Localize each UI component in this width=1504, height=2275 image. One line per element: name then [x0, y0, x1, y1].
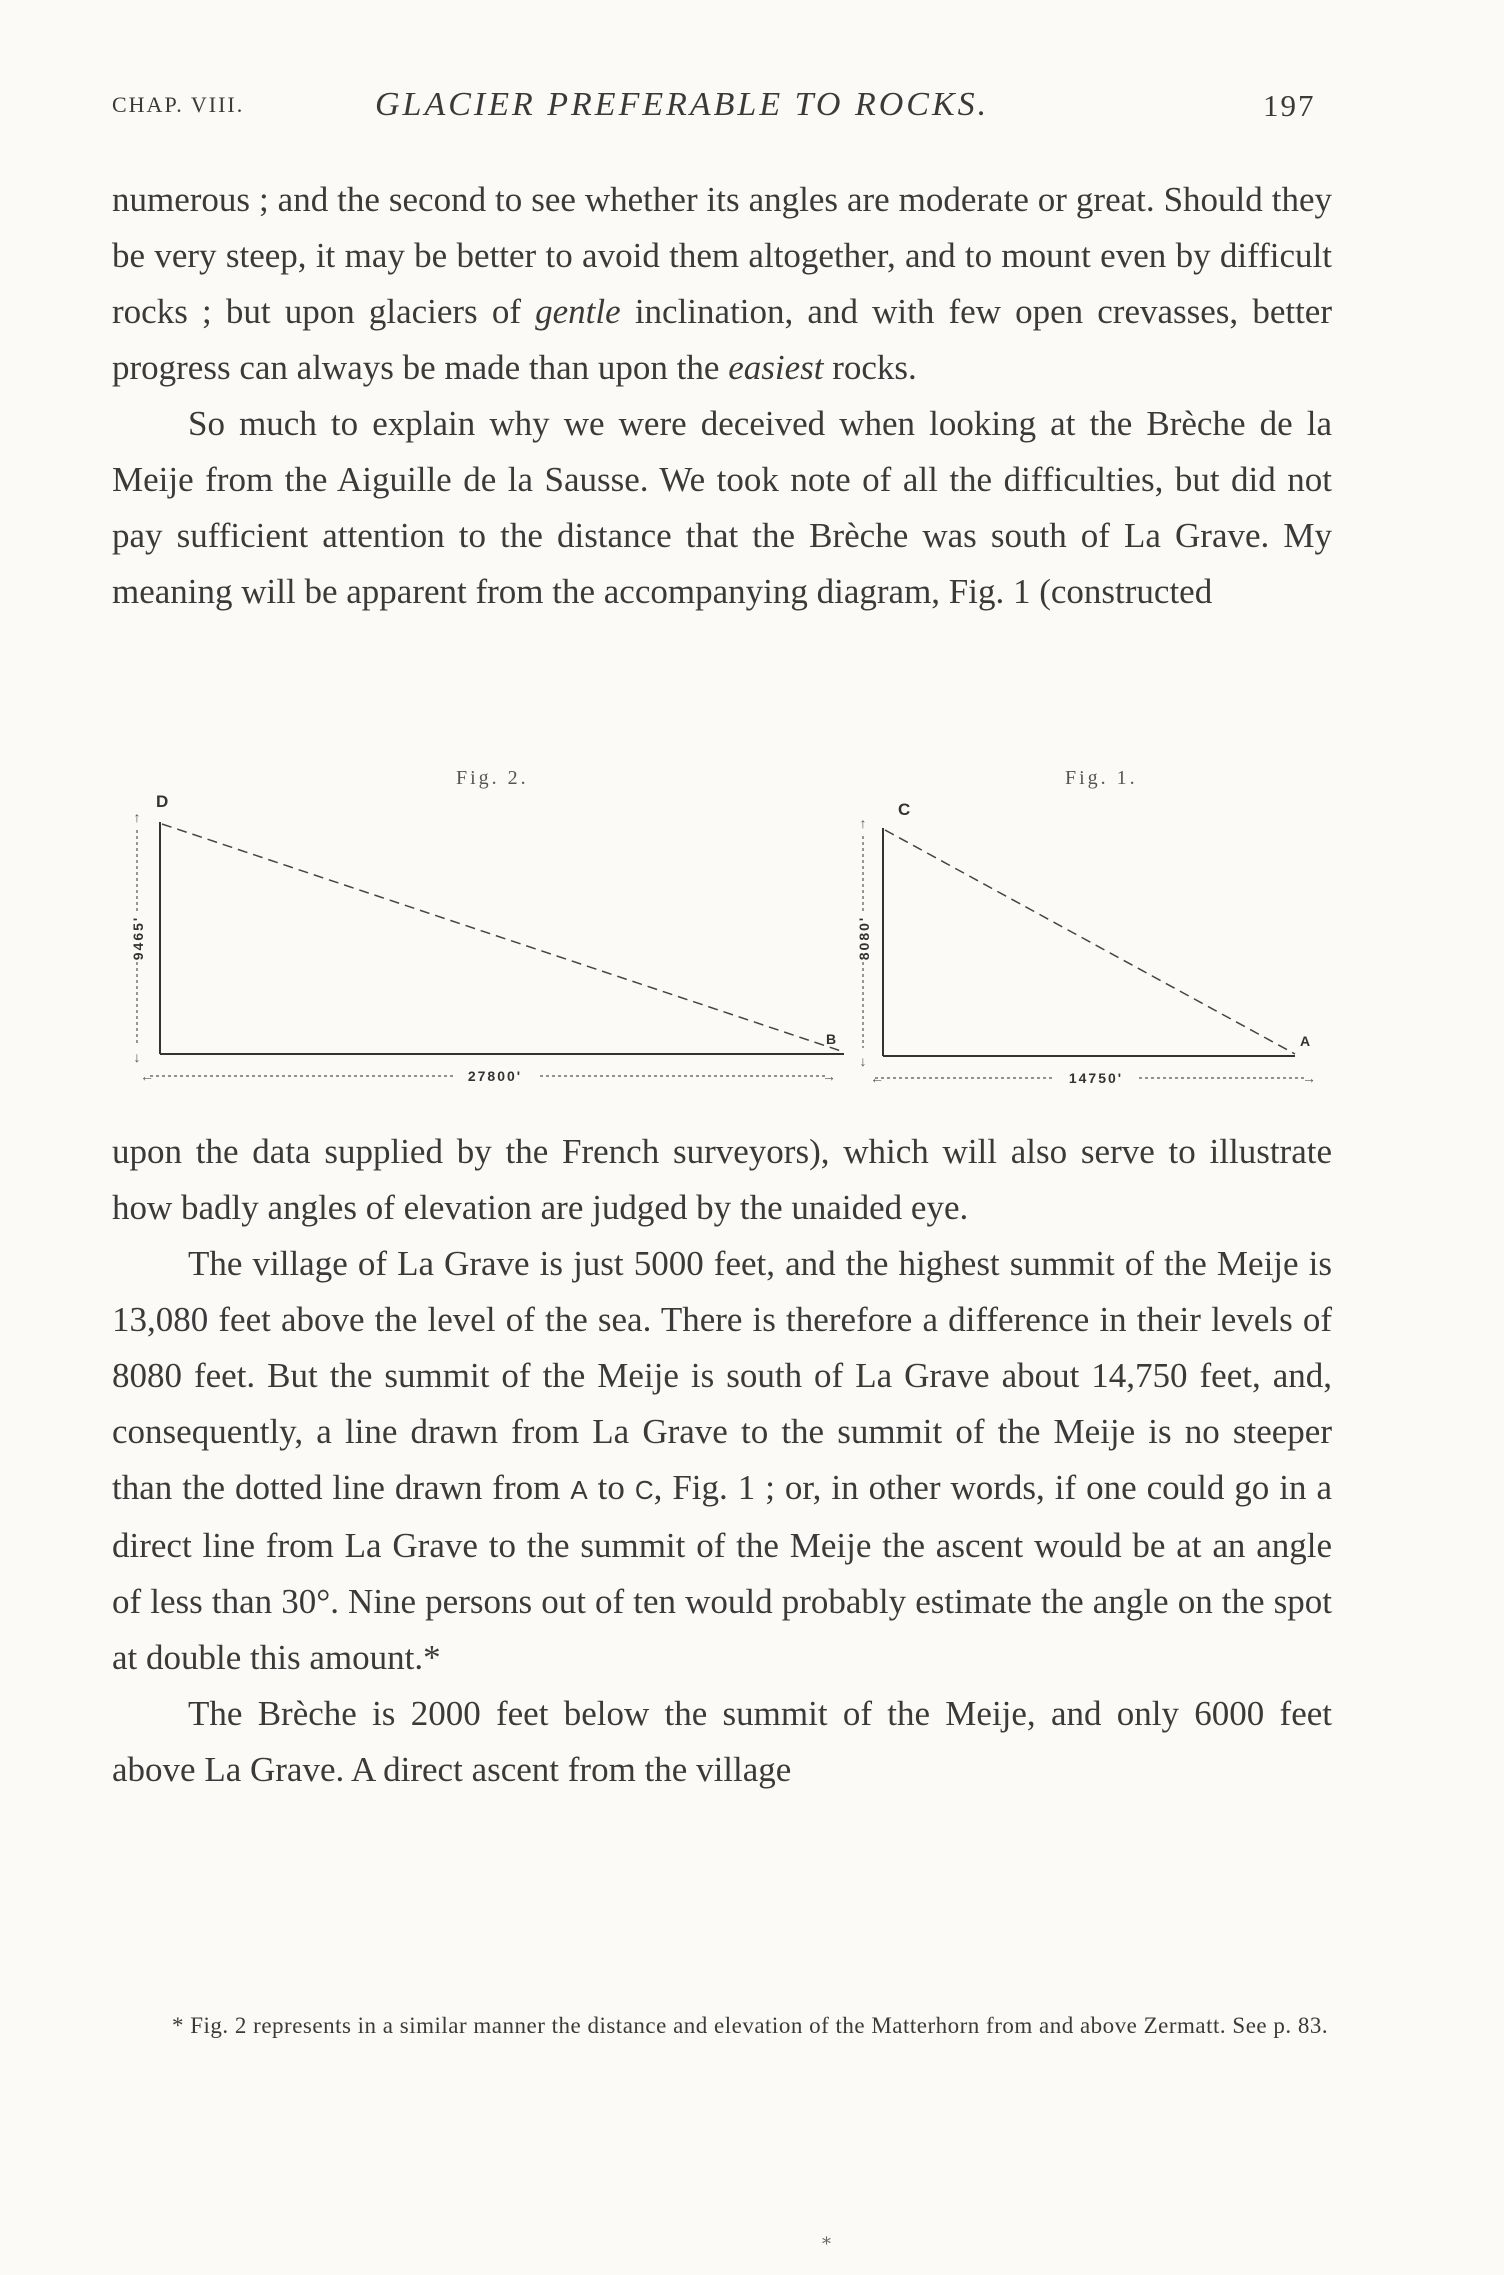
fig1-height-label: 8080' — [856, 915, 872, 961]
paragraph: upon the data supplied by the French surveyors), which will also serve to illustrate how badly angles of elevation are judged by the unaided eye. — [112, 1132, 1332, 1227]
fig2-label-d: D — [156, 792, 169, 811]
arrow-left-icon: ← — [140, 1070, 154, 1085]
arrow-right-icon: → — [822, 1070, 836, 1085]
fig2-diagram — [129, 768, 844, 1085]
footnote-text: * Fig. 2 represents in a similar manner the distance and elevation of the Matterhorn from and above Zermatt. See p. 83. — [172, 2013, 1329, 2038]
running-title: GLACIER PREFERABLE TO ROCKS. — [375, 86, 990, 123]
fig2-base-label: 27800' — [467, 1068, 523, 1084]
fig1-label-c: C — [898, 800, 911, 819]
fig2-label-b: B — [826, 1031, 837, 1047]
fig2-caption: Fig. 2. — [456, 768, 529, 789]
arrow-up-icon: ↑ — [859, 817, 867, 832]
fig1-diagram — [855, 768, 1316, 1087]
chapter-label: CHAP. VIII. — [112, 92, 245, 117]
point-label-c: C — [634, 1475, 654, 1505]
paragraph: The Brèche is 2000 feet below the summit of the Meije, and only 6000 feet above La Grave. A direct ascent from the village — [112, 1694, 1332, 1789]
paragraph: numerous ; and the second to see whether its angles are moderate or great. Should they be very steep, it may be better to avoid them altogether, and to mount even by difficult rocks ; but upon glaciers of gentle inclination, and with few open crevasses, better progress can always be made than upon the easiest rocks. — [112, 180, 1332, 387]
diagram-svg — [110, 768, 1340, 1098]
arrow-down-icon: ↓ — [859, 1055, 867, 1070]
fig1-base-label: 14750' — [1068, 1070, 1124, 1086]
fig1-label-a: A — [1300, 1033, 1311, 1049]
arrow-up-icon: ↑ — [133, 811, 141, 826]
arrow-down-icon: ↓ — [133, 1051, 141, 1066]
running-header — [0, 86, 1504, 132]
fig2-height-label: 9465' — [130, 915, 146, 961]
signature-mark: ⁎ — [822, 2228, 831, 2248]
footnote — [112, 2004, 1332, 2048]
arrow-right-icon: → — [1302, 1072, 1316, 1087]
elevation-diagrams — [110, 768, 1340, 1098]
body-text-top — [112, 172, 1332, 620]
arrow-left-icon: ← — [870, 1072, 884, 1087]
emphasis-word: gentle — [535, 292, 621, 331]
fig1-caption: Fig. 1. — [1065, 768, 1138, 789]
paragraph: The village of La Grave is just 5000 feet, and the highest summit of the Meije is 13,080 feet above the level of the sea. There is therefore a difference in their levels of 8080 feet. But the summit of the Meije is south of La Grave about 14,750 feet, and, consequently, a line drawn from La Grave to the summit of the Meije is no steeper than the dotted line drawn from A to C, Fig. 1 ; or, in other words, if one could go in a direct line from La Grave to the summit of the Meije the ascent would be at an angle of less than 30°. Nine persons out of ten would probably estimate the angle on the spot at double this amount.* — [112, 1244, 1333, 1677]
page-number: 197 — [1263, 88, 1316, 123]
body-text-main — [112, 1124, 1332, 1798]
point-label-a: A — [570, 1475, 588, 1505]
paragraph: So much to explain why we were deceived when looking at the Brèche de la Meije from the Aiguille de la Sausse. We took note of all the difficulties, but did not pay sufficient attention to the distance that the Brèche was south of La Grave. My meaning will be apparent from the accompanying diagram, Fig. 1 (constructed — [112, 404, 1332, 611]
emphasis-word: easiest — [728, 348, 824, 387]
fig1-hypotenuse — [885, 830, 1295, 1054]
fig2-hypotenuse — [162, 824, 844, 1052]
